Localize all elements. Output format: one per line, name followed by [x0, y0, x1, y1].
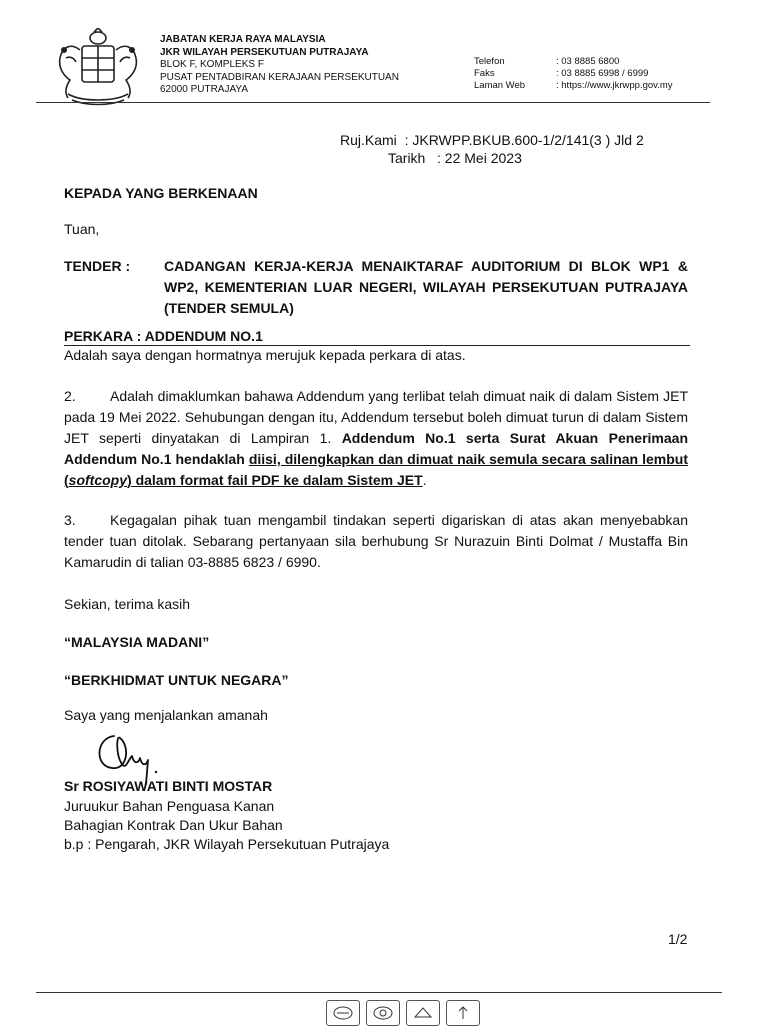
- signer-position: Juruukur Bahan Penguasa Kanan: [64, 798, 275, 814]
- ref-label: Ruj.Kami: [340, 132, 397, 148]
- contact-value: : 03 8885 6800: [556, 56, 620, 67]
- contact-label: Faks: [474, 68, 495, 79]
- contact-label: Telefon: [474, 56, 505, 67]
- tender-label: TENDER :: [64, 258, 131, 274]
- salutation: Tuan,: [64, 221, 100, 237]
- header-divider: [36, 102, 710, 103]
- letterhead-address: [160, 34, 399, 97]
- paragraph-underlined: ) dalam format fail PDF ke dalam Sistem JET: [127, 472, 423, 488]
- paragraph-number: 3.: [64, 512, 76, 528]
- ref-value: : JKRWPP.BKUB.600-1/2/141(3 ) Jld 2: [404, 132, 644, 148]
- contact-fax: [474, 68, 673, 80]
- certification-badge-icon: [366, 1000, 400, 1026]
- paragraph-2: [64, 386, 688, 491]
- page-number: 1/2: [668, 931, 688, 947]
- paragraph-1: Adalah saya dengan hormatnya merujuk kepada perkara di atas.: [64, 347, 466, 363]
- address-line: BLOK F, KOMPLEKS F: [160, 59, 264, 70]
- paragraph-end: .: [422, 472, 427, 488]
- paragraph-number: 2.: [64, 388, 76, 404]
- letterhead-contacts: [474, 56, 673, 92]
- contact-label: Laman Web: [474, 80, 526, 91]
- org-branch: JKR WILAYAH PERSEKUTUAN PUTRAJAYA: [160, 46, 369, 58]
- contact-value: : https://www.jkrwpp.gov.my: [556, 80, 673, 91]
- slogan: “BERKHIDMAT UNTUK NEGARA”: [64, 672, 289, 688]
- recipient: KEPADA YANG BERKENAAN: [64, 185, 258, 201]
- subject-line: PERKARA : ADDENDUM NO.1: [64, 328, 263, 344]
- certification-badge-icon: [406, 1000, 440, 1026]
- contact-website: [474, 80, 673, 92]
- contact-value: : 03 8885 6998 / 6999: [556, 68, 649, 79]
- certification-badge-icon: [326, 1000, 360, 1026]
- certification-badges: [326, 1000, 480, 1026]
- signer-department: Bahagian Kontrak Dan Ukur Bahan: [64, 817, 283, 833]
- paragraph-text: Adalah dimaklumkan bahawa Addendum yang terlibat telah dimuat naik di dalam Sistem JET pada 19 Mei 2022. Sehubungan dengan itu, Addendum tersebut boleh dimuat turun di dalam Sistem JET seperti dinyatakan di Lampiran 1.: [64, 388, 688, 446]
- date-value: : 22 Mei 2023: [437, 150, 522, 166]
- contact-phone: [474, 56, 673, 68]
- signer-on-behalf: b.p : Pengarah, JKR Wilayah Persekutuan Putrajaya: [64, 836, 390, 852]
- address-line: PUSAT PENTADBIRAN KERAJAAN PERSEKUTUAN: [160, 71, 399, 83]
- closing: Sekian, terima kasih: [64, 596, 191, 612]
- coat-of-arms-icon: [52, 28, 144, 108]
- footer-divider: [36, 992, 722, 993]
- paragraph-3: [64, 510, 688, 573]
- paragraph-bold: Addendum No.1 serta Surat Akuan Penerimaan Addendum No.1 hendaklah: [64, 430, 688, 467]
- paragraph-underlined: diisi, dilengkapkan dan dimuat naik semula secara salinan lembut (: [64, 451, 689, 488]
- date-label: Tarikh: [388, 150, 426, 166]
- org-name: JABATAN KERJA RAYA MALAYSIA: [160, 34, 326, 45]
- reference-block: [340, 131, 644, 167]
- certification-badge-icon: [446, 1000, 480, 1026]
- trust-line: Saya yang menjalankan amanah: [64, 707, 268, 723]
- signer-name: Sr ROSIYAWATI BINTI MOSTAR: [64, 778, 273, 794]
- address-line: 62000 PUTRAJAYA: [160, 84, 249, 95]
- reference-number: [340, 131, 644, 149]
- paragraph-italic: softcopy: [68, 472, 128, 488]
- reference-date: [340, 149, 644, 167]
- tender-title: CADANGAN KERJA-KERJA MENAIKTARAF AUDITORIUM DI BLOK WP1 & WP2, KEMENTERIAN LUAR NEGERI, WILAYAH PERSEKUTUAN PUTRAJAYA (TENDER SEMULA): [164, 258, 688, 316]
- slogan: “MALAYSIA MADANI”: [64, 634, 210, 650]
- paragraph-text: Kegagalan pihak tuan mengambil tindakan seperti digariskan di atas akan menyebabkan tender tuan ditolak. Sebarang pertanyaan sila berhubung Sr Nurazuin Binti Dolmat / Mustaffa Bin Kamarudin di talian 03-8885 6823 / 6990.: [64, 512, 688, 570]
